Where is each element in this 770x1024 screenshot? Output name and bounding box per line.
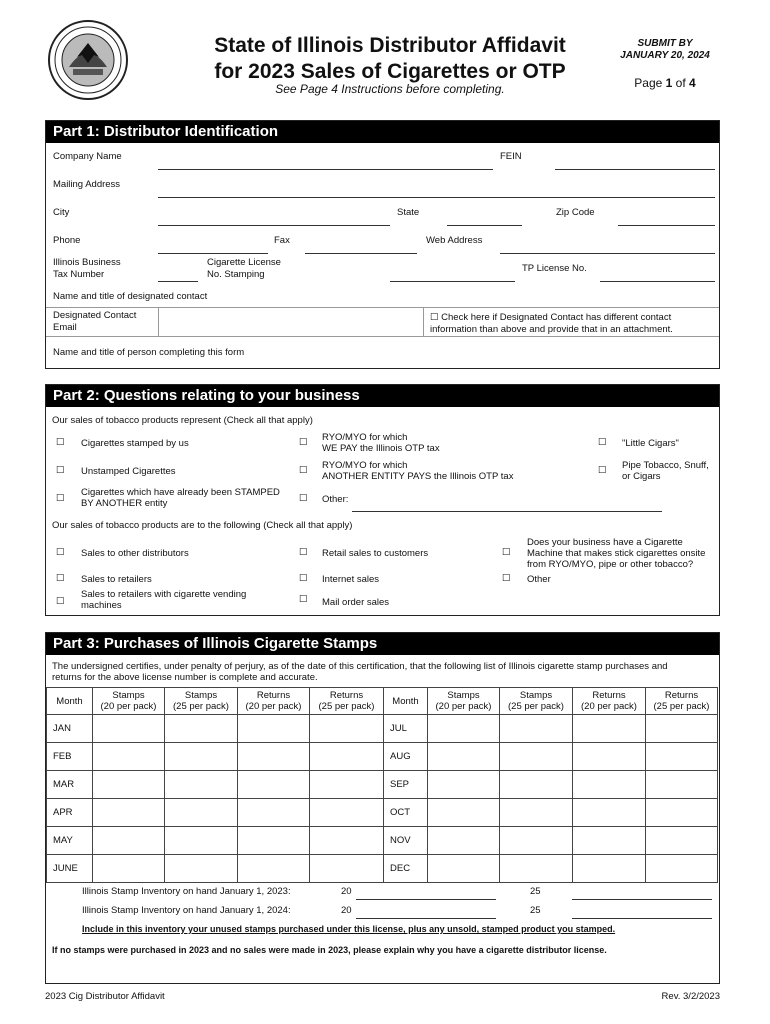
table-row [47,771,718,799]
inventory-2024-25-field[interactable] [572,918,712,919]
phone-field[interactable] [158,253,268,254]
col-returns-25: Returns (25 per pack) [310,688,384,715]
checkbox[interactable]: ☐ [299,493,308,504]
input-cell[interactable] [500,715,573,743]
input-cell[interactable] [238,855,310,883]
col-month: Month [47,688,93,715]
city-label: City [53,207,70,218]
dc-email-field[interactable] [158,307,424,336]
checkbox[interactable]: ☐ [56,465,65,476]
opt-other-distributors: Sales to other distributors [81,548,189,559]
part3-heading: Part 3: Purchases of Illinois Cigarette Stamps [46,633,719,655]
checkbox[interactable]: ☐ [598,437,607,448]
mailing-address-field[interactable] [158,197,715,198]
opt-other-2: Other [527,574,551,585]
different-contact-checkbox[interactable]: ☐ Check here if Designated Contact has different contact information than above and provide that in an attachment. [430,312,673,335]
checkbox[interactable]: ☐ [299,547,308,558]
month-cell: JAN [47,715,93,743]
part2-heading: Part 2: Questions relating to your business [46,385,719,407]
state-seal [47,19,129,101]
input-cell[interactable] [165,771,238,799]
input-cell[interactable] [310,827,384,855]
input-cell[interactable] [165,855,238,883]
col-stamps-20: Stamps (20 per pack) [428,688,500,715]
month-cell: DEC [384,855,428,883]
explanation-field[interactable] [52,958,712,980]
opt-stamped-by-us: Cigarettes stamped by us [81,438,189,449]
checkbox[interactable]: ☐ [299,594,308,605]
month-cell: JUL [384,715,428,743]
state-label: State [397,207,420,218]
opt-internet: Internet sales [322,574,380,585]
checkbox[interactable]: ☐ [502,573,511,584]
input-cell[interactable] [238,799,310,827]
opt-cigarette-machine: Does your business have a Cigarette Machine that makes stick cigarettes onsite from RYO/MYO, pipe or other tobacco? [527,537,706,570]
checkbox[interactable]: ☐ [56,596,65,607]
month-cell: OCT [384,799,428,827]
q2-label: Our sales of tobacco products are to the following (Check all that apply) [52,520,353,531]
certification-text: The undersigned certifies, under penalty of perjury, as of the date of this certification, that the following list of Illinois cigarette stamp purchases and returns for the above license number is complete and accurate. [52,661,668,683]
checkbox[interactable]: ☐ [56,547,65,558]
input-cell[interactable] [646,799,718,827]
input-cell[interactable] [93,715,165,743]
divider [46,336,719,337]
input-cell[interactable] [573,743,646,771]
city-field[interactable] [158,225,390,226]
opt-pipe-tobacco: Pipe Tobacco, Snuff, or Cigars [622,460,709,482]
input-cell[interactable] [310,771,384,799]
opt-retailers: Sales to retailers [81,574,152,585]
input-cell[interactable] [500,743,573,771]
opt-ryo-we-pay: RYO/MYO for which WE PAY the Illinois OTP tax [322,432,440,454]
include-note: Include in this inventory your unused stamps purchased under this license, plus any unsold, stamped product you stamped. [82,924,616,934]
input-cell[interactable] [93,827,165,855]
checkbox[interactable]: ☐ [299,465,308,476]
month-cell: FEB [47,743,93,771]
designated-contact-label: Name and title of designated contact [53,291,208,302]
month-cell: NOV [384,827,428,855]
ibt-number-field[interactable] [158,281,198,282]
input-cell[interactable] [573,855,646,883]
dc-email-label: Designated Contact Email [53,310,137,333]
input-cell[interactable] [428,743,500,771]
other-field-1[interactable] [352,511,662,512]
month-cell: AUG [384,743,428,771]
checkbox[interactable]: ☐ [299,573,308,584]
opt-unstamped: Unstamped Cigarettes [81,466,176,477]
month-cell: JUNE [47,855,93,883]
checkbox[interactable]: ☐ [299,437,308,448]
part1-heading: Part 1: Distributor Identification [46,121,719,143]
table-row [47,799,718,827]
input-cell[interactable] [310,799,384,827]
input-cell[interactable] [165,827,238,855]
stamp-table [46,687,718,883]
input-cell[interactable] [646,715,718,743]
input-cell[interactable] [573,771,646,799]
tp-license-field[interactable] [600,281,715,282]
table-header-row [47,688,718,715]
zip-label: Zip Code [556,207,595,218]
phone-label: Phone [53,235,81,246]
inventory-2024-25-label: 25 [530,905,541,916]
input-cell[interactable] [573,799,646,827]
input-cell[interactable] [310,743,384,771]
web-address-field[interactable] [500,253,715,254]
inventory-2023-label: Illinois Stamp Inventory on hand January 1, 2023: [82,886,291,897]
month-cell: MAY [47,827,93,855]
fax-field[interactable] [305,253,417,254]
checkbox[interactable]: ☐ [56,573,65,584]
checkbox[interactable]: ☐ [598,465,607,476]
input-cell[interactable] [428,799,500,827]
col-stamps-25: Stamps (25 per pack) [500,688,573,715]
company-name-label: Company Name [53,151,122,162]
checkbox[interactable]: ☐ [56,493,65,504]
input-cell[interactable] [428,771,500,799]
company-name-field[interactable] [158,169,493,170]
mailing-address-label: Mailing Address [53,179,121,190]
month-cell: SEP [384,771,428,799]
inventory-2024-20-field[interactable] [356,918,496,919]
input-cell[interactable] [500,827,573,855]
checkbox[interactable]: ☐ [56,437,65,448]
table-row [47,855,718,883]
inventory-2023-25-label: 25 [530,886,541,897]
table-row [47,827,718,855]
inventory-2024-label: Illinois Stamp Inventory on hand January 1, 2024: [82,905,291,916]
col-stamps-25: Stamps (25 per pack) [165,688,238,715]
fein-label: FEIN [500,151,522,162]
submit-by: SUBMIT BY JANUARY 20, 2024 [620,38,710,61]
person-completing-label: Name and title of person completing this form [53,347,245,358]
inventory-2023-20-field[interactable] [356,899,496,900]
input-cell[interactable] [93,771,165,799]
col-month: Month [384,688,428,715]
instructions-note: See Page 4 Instructions before completing. [275,82,505,96]
input-cell[interactable] [428,715,500,743]
opt-little-cigars: "Little Cigars" [622,438,679,449]
inventory-2023-25-field[interactable] [572,899,712,900]
input-cell[interactable] [310,715,384,743]
input-cell[interactable] [500,799,573,827]
document-title: State of Illinois Distributor Affidavit for 2023 Sales of Cigarettes or OTP [214,34,566,83]
zip-field[interactable] [618,225,715,226]
col-returns-20: Returns (20 per pack) [238,688,310,715]
cig-license-label: Cigarette License No. Stamping [207,257,281,280]
input-cell[interactable] [500,855,573,883]
input-cell[interactable] [310,855,384,883]
fein-field[interactable] [555,169,715,170]
ibt-number-label: Illinois Business Tax Number [53,257,121,280]
input-cell[interactable] [238,743,310,771]
page-indicator: Page 1 of 4 [634,76,696,90]
col-returns-20: Returns (20 per pack) [573,688,646,715]
tp-license-label: TP License No. [522,263,587,274]
table-row [47,715,718,743]
q1-label: Our sales of tobacco products represent (Check all that apply) [52,415,313,426]
state-field[interactable] [447,225,522,226]
input-cell[interactable] [93,855,165,883]
input-cell[interactable] [93,743,165,771]
opt-already-stamped: Cigarettes which have already been STAMPED BY ANOTHER entity [81,487,280,509]
input-cell[interactable] [573,715,646,743]
inventory-2024-20-label: 20 [341,905,352,916]
opt-retail-customers: Retail sales to customers [322,548,429,559]
input-cell[interactable] [646,771,718,799]
input-cell[interactable] [93,799,165,827]
input-cell[interactable] [428,827,500,855]
opt-ryo-other: RYO/MYO for which ANOTHER ENTITY PAYS the Illinois OTP tax [322,460,514,482]
explain-note: If no stamps were purchased in 2023 and no sales were made in 2023, please explain why you have a cigarette distributor license. [52,945,607,955]
web-address-label: Web Address [426,235,483,246]
input-cell[interactable] [646,743,718,771]
month-cell: MAR [47,771,93,799]
input-cell[interactable] [165,715,238,743]
input-cell[interactable] [428,855,500,883]
opt-vending: Sales to retailers with cigarette vending machines [81,589,247,611]
cig-license-field[interactable] [390,281,515,282]
inventory-2023-20-label: 20 [341,886,352,897]
input-cell[interactable] [573,827,646,855]
footer-revision: Rev. 3/2/2023 [661,991,720,1002]
input-cell[interactable] [165,799,238,827]
input-cell[interactable] [238,715,310,743]
col-returns-25: Returns (25 per pack) [646,688,718,715]
input-cell[interactable] [238,771,310,799]
checkbox[interactable]: ☐ [502,547,511,558]
input-cell[interactable] [646,827,718,855]
footer-form-name: 2023 Cig Distributor Affidavit [45,991,165,1002]
table-row [47,743,718,771]
opt-mail-order: Mail order sales [322,597,390,608]
input-cell[interactable] [646,855,718,883]
input-cell[interactable] [165,743,238,771]
month-cell: APR [47,799,93,827]
col-stamps-20: Stamps (20 per pack) [93,688,165,715]
input-cell[interactable] [238,827,310,855]
fax-label: Fax [274,235,290,246]
opt-other-1: Other: [322,494,349,505]
input-cell[interactable] [500,771,573,799]
